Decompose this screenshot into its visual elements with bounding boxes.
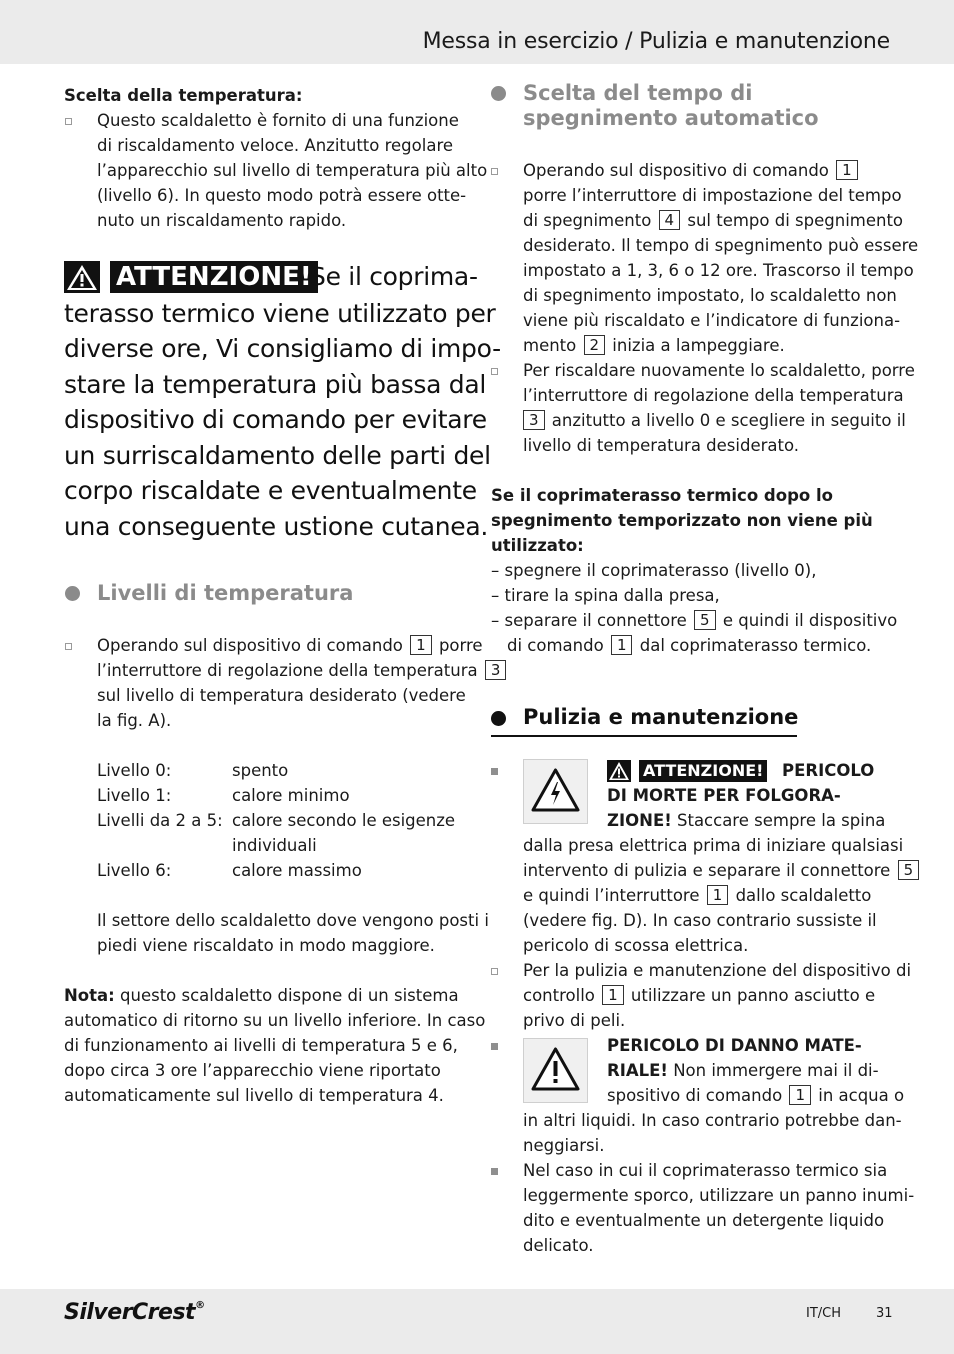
bullet-square-icon (491, 368, 498, 375)
text-line: nuto un riscaldamento rapido. (97, 211, 347, 230)
text-line: l’interruttore di regolazione della temperatura 3 (97, 658, 508, 683)
bullet-square-filled-icon (491, 1043, 498, 1050)
text-line: Nel caso in cui il coprimaterasso termico sia (523, 1161, 888, 1180)
text-line: automatico di ritorno su un livello inferiore. In caso (64, 1011, 486, 1030)
text-line: dopo circa 3 ore l’apparecchio viene riportato (64, 1061, 441, 1080)
warning-triangle-icon (607, 760, 631, 782)
text-line: di spegnimento impostato, lo scaldaletto non (523, 286, 897, 305)
text-line: Per la pulizia e manutenzione del dispositivo di (523, 961, 912, 980)
text-line: 3 anzitutto a livello 0 e scegliere in seguito il (523, 408, 906, 433)
text-line: dito e eventualmente un detergente liquido (523, 1211, 885, 1230)
level-label: Livelli da 2 a 5: (97, 811, 223, 830)
text-line: piedi viene riscaldato in modo maggiore. (97, 936, 435, 955)
heading-bullet-icon (491, 711, 506, 726)
text-line: di spegnimento 4 sul tempo di spegnimento (523, 211, 904, 230)
level-value: individuali (232, 836, 317, 855)
text-line: spositivo di comando 1 in acqua o (607, 1086, 905, 1105)
ref-number: 2 (584, 335, 606, 355)
bullet-square-filled-icon (491, 1168, 498, 1175)
section-heading-pulizia: Pulizia e manutenzione (523, 705, 799, 729)
text-line: porre l’interruttore di impostazione del tempo (523, 186, 902, 205)
caution-warning-icon (523, 1038, 588, 1103)
warning-text: una conseguente ustione cutanea. (64, 512, 489, 541)
ref-number: 1 (836, 160, 858, 180)
text-line: la fig. A). (97, 711, 172, 730)
text-line: sul livello di temperatura desiderato (vedere (97, 686, 466, 705)
text-line: Per riscaldare nuovamente lo scaldaletto, porre (523, 361, 915, 380)
warning-text: dispositivo di comando per evitare (64, 405, 487, 434)
text-line: l’interruttore di regolazione della temperatura (523, 386, 904, 405)
text-line: (livello 6). In questo modo potrà essere otte- (97, 186, 467, 205)
note-label: Nota: (64, 986, 115, 1005)
text-line: delicato. (523, 1236, 594, 1255)
level-value: calore minimo (232, 786, 350, 805)
text-line: e quindi l’interruttore 1 dallo scaldaletto (523, 886, 872, 905)
warning-triangle-icon (64, 261, 100, 293)
bullet-square-icon (491, 968, 498, 975)
bullet-square-icon (65, 643, 72, 650)
brand-logo: SilverCrest® (64, 1300, 205, 1325)
level-label: Livello 1: (97, 786, 172, 805)
bold-note: utilizzato: (491, 536, 584, 555)
dash-item: – spegnere il coprimaterasso (livello 0), (491, 561, 817, 580)
level-value: calore massimo (232, 861, 362, 880)
warning-text: Se il coprima- (310, 262, 478, 291)
text-line: leggermente sporco, utilizzare un panno inumi- (523, 1186, 915, 1205)
text-line: (vedere fig. D). In caso contrario sussiste il (523, 911, 877, 930)
heading-underline (491, 735, 797, 737)
text-line: Il settore dello scaldaletto dove vengono posti i (97, 911, 489, 930)
locale-label: IT/CH (806, 1306, 842, 1321)
heading-bullet-icon (491, 86, 506, 101)
bullet-square-icon (491, 168, 498, 175)
text-line: privo di peli. (523, 1011, 626, 1030)
warning-text: un surriscaldamento delle parti del (64, 441, 491, 470)
warning-title: DI MORTE PER FOLGORA- (607, 786, 841, 805)
text-line: RIALE! Non immergere mai il di- (607, 1061, 879, 1080)
ref-number: 1 (707, 885, 729, 905)
warning-title: PERICOLO DI DANNO MATE- (607, 1036, 862, 1055)
warning-text: stare la temperatura più bassa dal (64, 370, 487, 399)
text-line: desiderato. Il tempo di spegnimento può essere (523, 236, 919, 255)
section-heading-tempo: spegnimento automatico (523, 106, 819, 130)
level-value: calore secondo le esigenze (232, 811, 456, 830)
text-line: dalla presa elettrica prima di iniziare qualsiasi (523, 836, 904, 855)
bold-note: Se il coprimaterasso termico dopo lo (491, 486, 833, 505)
text-line: intervento di pulizia e separare il connettore 5 (523, 858, 921, 883)
page-title: Messa in esercizio / Pulizia e manutenzione (422, 29, 890, 54)
ref-number: 1 (789, 1085, 811, 1105)
ref-number: 3 (485, 660, 507, 680)
section-title-scelta-temperatura: Scelta della temperatura: (64, 86, 303, 105)
text-line: automaticamente sul livello di temperatura 4. (64, 1086, 444, 1105)
warning-title: PERICOLO (782, 761, 875, 780)
ref-number: 3 (523, 410, 545, 430)
page-number: 31 (876, 1306, 893, 1321)
ref-number: 1 (410, 635, 432, 655)
ref-number: 1 (611, 635, 633, 655)
ref-number: 5 (898, 860, 920, 880)
text-line: Questo scaldaletto è fornito di una funzione (97, 111, 459, 130)
bullet-square-filled-icon (491, 768, 498, 775)
level-label: Livello 0: (97, 761, 172, 780)
warning-text: diverse ore, Vi consigliamo di impo- (64, 334, 501, 363)
dash-item: – tirare la spina dalla presa, (491, 586, 720, 605)
text-line: Operando sul dispositivo di comando 1 porre (97, 636, 483, 655)
heading-bullet-icon (65, 586, 80, 601)
text-line: in altri liquidi. In caso contrario potrebbe dan- (523, 1111, 902, 1130)
section-heading-livelli: Livelli di temperatura (97, 581, 354, 605)
dash-item: di comando 1 dal coprimaterasso termico. (507, 636, 872, 655)
text-line: pericolo di scossa elettrica. (523, 936, 749, 955)
text-line: di funzionamento ai livelli di temperatura 5 e 6, (64, 1036, 458, 1055)
text-line: livello di temperatura desiderato. (523, 436, 800, 455)
text-line: viene più riscaldato e l’indicatore di funziona- (523, 311, 901, 330)
warning-text: corpo riscaldate e eventualmente (64, 476, 477, 505)
bullet-square-icon (65, 118, 72, 125)
level-label: Livello 6: (97, 861, 172, 880)
dash-item: – separare il connettore 5 e quindi il dispositivo (491, 611, 898, 630)
ref-number: 5 (694, 610, 716, 630)
section-heading-tempo: Scelta del tempo di (523, 81, 753, 105)
text-line: neggiarsi. (523, 1136, 605, 1155)
text-line: ZIONE! Staccare sempre la spina (607, 811, 886, 830)
ref-number: 4 (659, 210, 681, 230)
warning-badge: ATTENZIONE! (110, 261, 318, 293)
ref-number: 1 (602, 985, 624, 1005)
text-line: mento 2 inizia a lampeggiare. (523, 336, 785, 355)
text-line: Nota: questo scaldaletto dispone di un sistema (64, 986, 459, 1005)
text-line: di riscaldamento veloce. Anzitutto regolare (97, 136, 454, 155)
bold-note: spegnimento temporizzato non viene più (491, 511, 873, 530)
text-line: impostato a 1, 3, 6 o 12 ore. Trascorso il tempo (523, 261, 914, 280)
electric-shock-warning-icon (523, 759, 588, 824)
text-line: l’apparecchio sul livello di temperatura più alto (97, 161, 488, 180)
text-line: controllo 1 utilizzare un panno asciutto e (523, 986, 876, 1005)
warning-text: terasso termico viene utilizzato per (64, 299, 496, 328)
warning-badge: ATTENZIONE! (639, 760, 767, 782)
text-line: Operando sul dispositivo di comando 1 (523, 158, 860, 183)
level-value: spento (232, 761, 289, 780)
